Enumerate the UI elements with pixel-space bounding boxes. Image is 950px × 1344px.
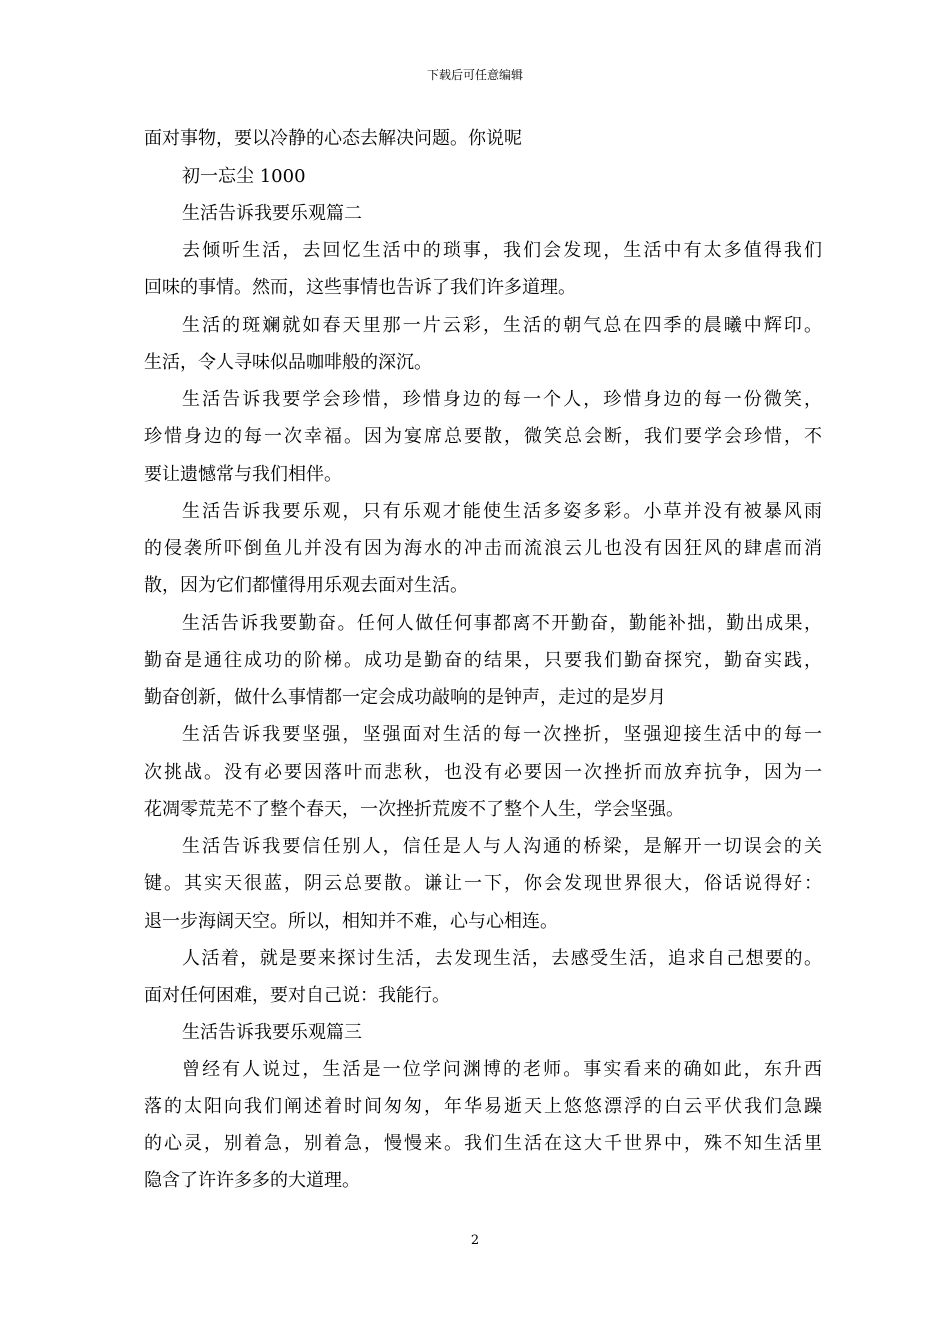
text-line-content: 的心灵，别着急，别着急，慢慢来。我们生活在这大千世界中，殊不知生活里 (144, 1133, 824, 1154)
text-line-content: 生活告诉我要学会珍惜，珍惜身边的每一个人，珍惜身边的每一份微笑， (182, 389, 825, 410)
text-line-content: 面对事物，要以冷静的心态去解决问题。你说呢 (144, 128, 522, 149)
text-line-content: 生活告诉我要乐观，只有乐观才能使生活多姿多彩。小草并没有被暴风雨 (182, 501, 825, 522)
text-line-content: 勤奋是通往成功的阶梯。成功是勤奋的结果，只要我们勤奋探究，勤奋实践， (144, 650, 824, 671)
text-line-content: 散，因为它们都懂得用乐观去面对生活。 (144, 575, 468, 596)
text-line-content: 人活着，就是要来探讨生活，去发现生活，去感受生活，追求自己想要的。 (182, 948, 824, 969)
text-line-content: 键。其实天很蓝，阴云总要散。谦让一下，你会发现世界很大，俗话说得好： (144, 873, 824, 894)
text-line-content: 回味的事情。然而，这些事情也告诉了我们许多道理。 (144, 277, 576, 298)
text-line-content: 勤奋创新，做什么事情都一定会成功敲响的是钟声，走过的是岁月 (144, 687, 666, 708)
text-line-content: 生活的斑斓就如春天里那一片云彩，生活的朝气总在四季的晨曦中辉印。 (182, 315, 825, 336)
text-line-content: 生活告诉我要乐观篇三 (182, 1022, 362, 1043)
text-line-content: 去倾听生活，去回忆生活中的琐事，我们会发现，生活中有太多值得我们 (182, 240, 825, 261)
text-line-content: 初一忘尘 1000 (182, 166, 306, 187)
page-number: 2 (470, 1233, 480, 1248)
text-line-content: 要让遗憾常与我们相伴。 (144, 464, 342, 485)
text-line-content: 生活告诉我要信任别人，信任是人与人沟通的桥梁，是解开一切误会的关 (182, 836, 825, 857)
text-line-content: 面对任何困难，要对自己说：我能行。 (144, 985, 450, 1006)
text-line-content: 花凋零荒芜不了整个春天，一次挫折荒废不了整个人生，学会坚强。 (144, 799, 684, 820)
text-line-content: 隐含了许许多多的大道理。 (144, 1170, 360, 1191)
text-line-content: 生活告诉我要乐观篇二 (182, 203, 362, 224)
text-line-content: 生活告诉我要勤奋。任何人做任何事都离不开勤奋，勤能补拙，勤出成果， (182, 613, 824, 634)
text-line-content: 曾经有人说过，生活是一位学问渊博的老师。事实看来的确如此，东升西 (182, 1059, 825, 1080)
text-line-content: 的侵袭所吓倒鱼儿并没有因为海水的冲击而流浪云儿也没有因狂风的肆虐而消 (144, 538, 824, 559)
text-line-content: 次挑战。没有必要因落叶而悲秋，也没有必要因一次挫折而放弃抗争，因为一 (144, 762, 824, 783)
text-line-content: 珍惜身边的每一次幸福。因为宴席总要散，微笑总会断，我们要学会珍惜，不 (144, 426, 824, 447)
text-line-content: 落的太阳向我们阐述着时间匆匆，年华易逝天上悠悠漂浮的白云平伏我们急躁 (144, 1096, 824, 1117)
page-header: 下载后可任意编辑 (426, 68, 523, 82)
text-line-content: 生活，令人寻味似品咖啡般的深沉。 (144, 352, 432, 373)
text-line-content: 生活告诉我要坚强，坚强面对生活的每一次挫折，坚强迎接生活中的每一 (182, 724, 825, 745)
text-line-content: 退一步海阔天空。所以，相知并不难，心与心相连。 (144, 911, 558, 932)
